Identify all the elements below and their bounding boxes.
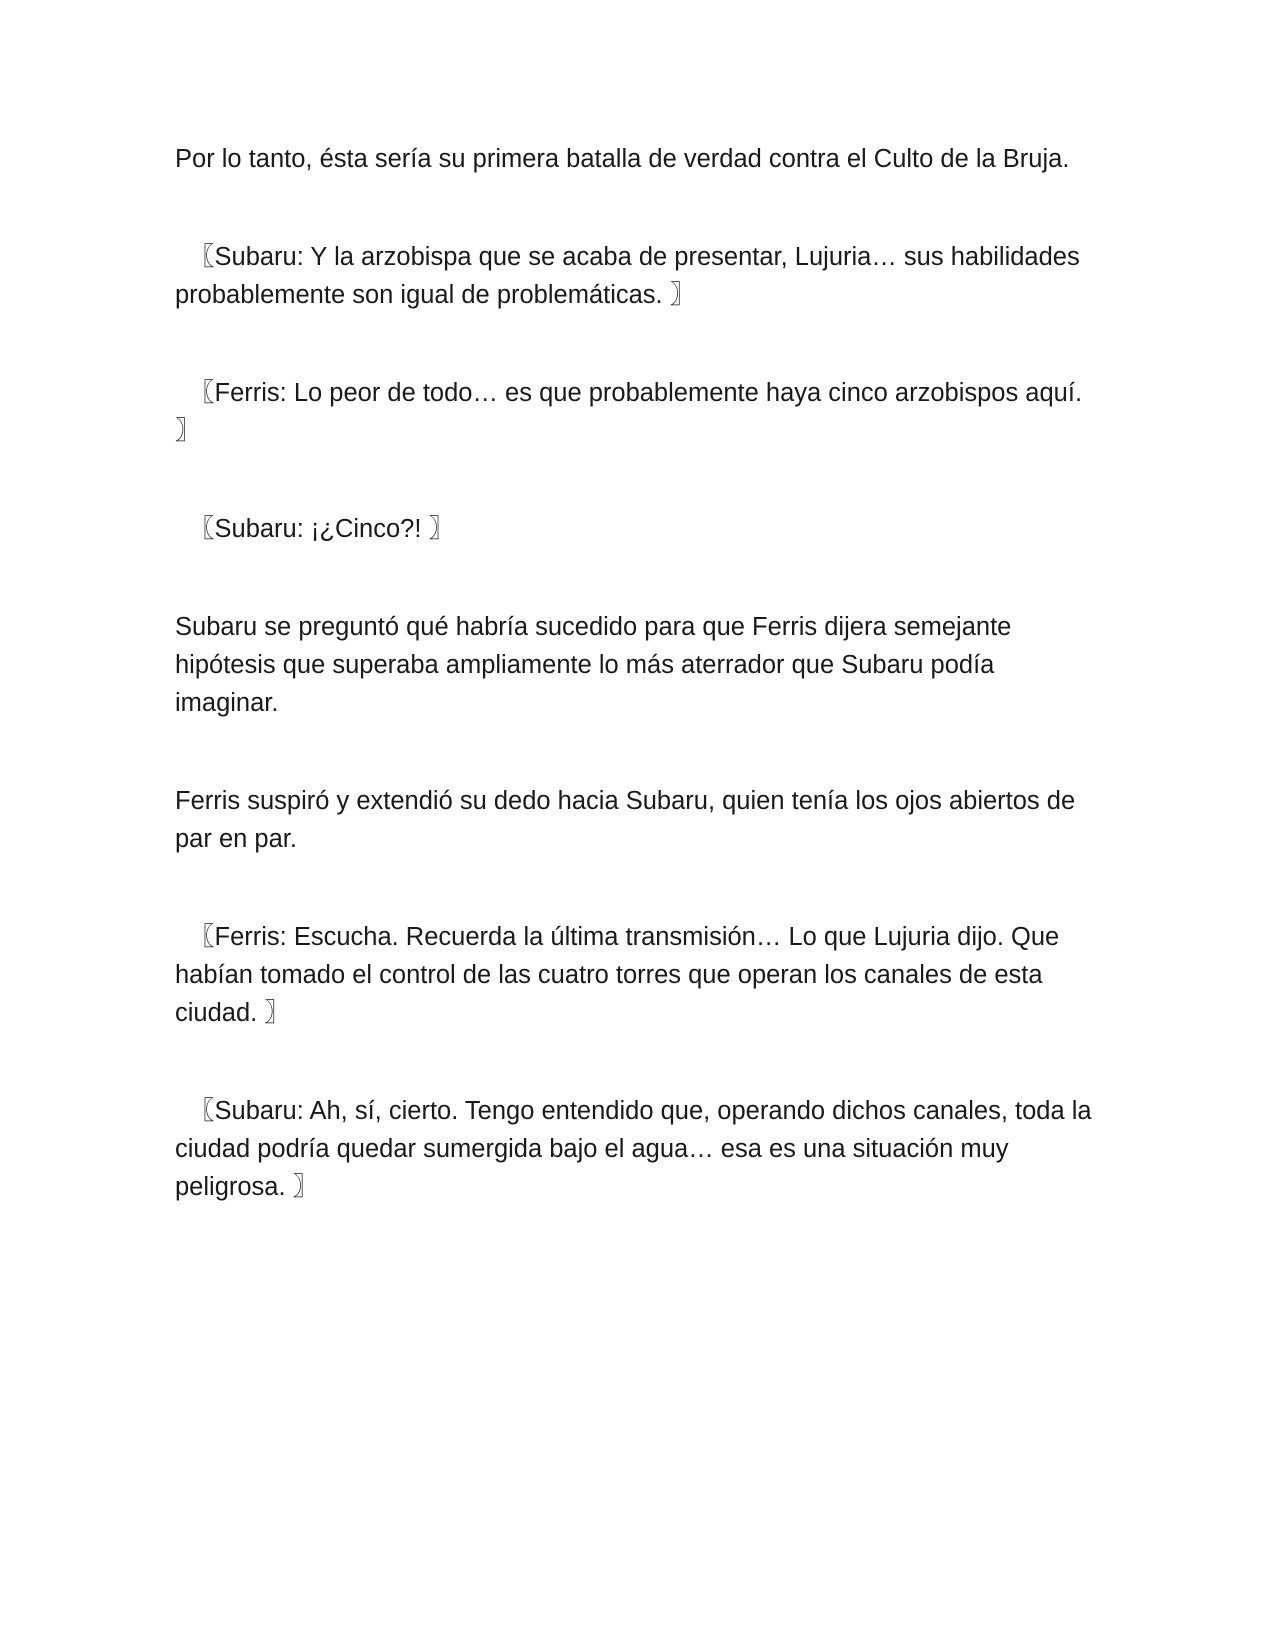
paragraph-dialogue: 〖Ferris: Lo peor de todo… es que probablemente haya cinco arzobispos aquí. 〗	[175, 379, 1083, 445]
paragraph-narration: Subaru se preguntó qué habría sucedido para que Ferris dijera semejante hipótesis que superaba ampliamente lo más aterrador que Subaru podía imaginar.	[175, 613, 1012, 717]
document-body	[175, 140, 1095, 1266]
paragraph-dialogue: 〖Subaru: ¡¿Cinco?! 〗	[189, 515, 455, 543]
paragraph-narration: Por lo tanto, ésta sería su primera batalla de verdad contra el Culto de la Bruja.	[175, 145, 1070, 173]
paragraph-dialogue: 〖Subaru: Ah, sí, cierto. Tengo entendido que, operando dichos canales, toda la ciudad podría quedar sumergida bajo el agua… esa es una situación muy peligrosa. 〗	[175, 1097, 1092, 1201]
paragraph-dialogue: 〖Ferris: Escucha. Recuerda la última transmisión… Lo que Lujuria dijo. Que habían tomado el control de las cuatro torres que operan los canales de esta ciudad. 〗	[175, 923, 1060, 1027]
paragraph-dialogue: 〖Subaru: Y la arzobispa que se acaba de presentar, Lujuria… sus habilidades probablemente son igual de problemáticas. 〗	[175, 243, 1080, 309]
paragraph-narration: Ferris suspiró y extendió su dedo hacia Subaru, quien tenía los ojos abiertos de par en par.	[175, 787, 1076, 853]
